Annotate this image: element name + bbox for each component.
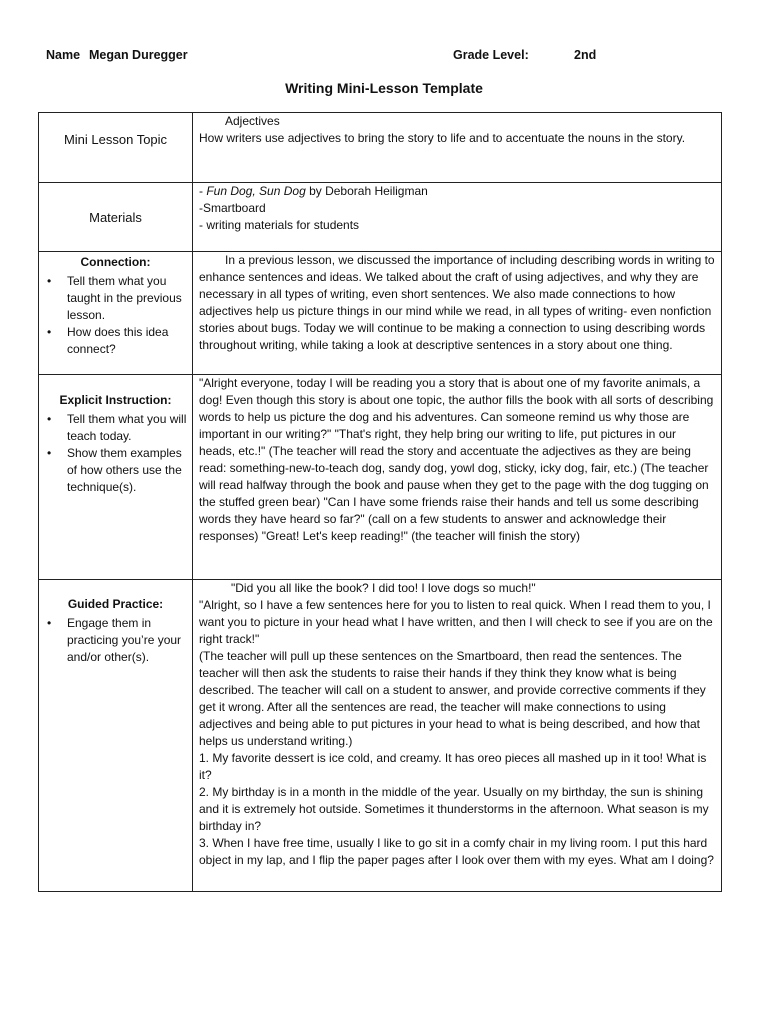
explicit-bullet: • Show them examples of how others use the technique(s).	[39, 445, 192, 496]
materials-item-smartboard: -Smartboard	[199, 201, 266, 215]
materials-label-cell	[39, 183, 193, 252]
connection-label: Connection:	[80, 255, 151, 269]
guided-paragraph: 3. When I have free time, usually I like to go sit in a comfy chair in my living room. I put this hard object in my lap, and I flip the paper pages after I look over them with my eyes. What am I doing?	[199, 836, 714, 867]
header-row	[46, 48, 728, 66]
explicit-content-cell	[193, 375, 722, 580]
row-explicit-instruction	[39, 375, 722, 580]
explicit-label-cell	[39, 375, 193, 580]
explicit-text: "Alright everyone, today I will be reading you a story that is about one of my favorite animals, a dog! Even though this story is about one topic, the author fills the book with all sorts of describing words to help us picture the dog and his adventures. Can someone remind us why those are important in our writing?" "That's right, they help bring our writing to life, put pictures in our heads, etc.!" (The teacher will read the story and accentuate the adjectives as they are being read: something-new-to-teach dog, sandy dog, yowl dog, sticky, icky dog, fair, etc.) (The teacher will read halfway through the book and pause when they get to the page with the dog tugging on the stuffed green bear) "Can I have some friends raise their hands and tell us some describing words they have heard so far?" (call on a few students to answer and acknowledge their responses) "Great! Let's keep reading!" (the teacher will finish the story)	[199, 376, 714, 543]
name-value: Megan Duregger	[89, 48, 188, 62]
guided-content-cell	[193, 580, 722, 892]
topic-content-cell	[193, 113, 722, 183]
guided-label-cell	[39, 580, 193, 892]
connection-bullet: • Tell them what you taught in the previous lesson.	[39, 273, 192, 324]
explicit-bullet: • Tell them what you will teach today.	[39, 411, 192, 445]
explicit-bullets	[39, 411, 192, 496]
materials-item-book	[199, 183, 715, 200]
name-label: Name	[46, 48, 81, 62]
topic-heading: Adjectives	[225, 114, 280, 128]
grade-level-value: 2nd	[574, 48, 597, 62]
guided-paragraph: "Alright, so I have a few sentences here for you to listen to real quick. When I read them to you, I want you to picture in your head what I have written, and then I will check to see if you are on the right track!"	[199, 598, 713, 646]
connection-text: In a previous lesson, we discussed the importance of including describing words in writing to enhance sentences and ideas. We talked about the craft of using adjectives, and why they are necessary in all types of writing, even short sentences. We also made connections to how adjectives help us picture things in our mind while we read, in all types of writing- even nonfiction stories about bugs. Today we will continue to be making a connection to using describing words throughout writing, while taking a look at descriptive sentences in a story about one thing.	[199, 253, 715, 352]
guided-paragraph: 2. My birthday is in a month in the middle of the year. Usually on my birthday, the sun is shining and it is extremely hot outside. Sometimes it thunderstorms in the afternoon. What season is my birthday in?	[199, 785, 709, 833]
topic-label: Mini Lesson Topic	[63, 132, 168, 147]
materials-label: Materials	[89, 209, 142, 225]
topic-label-cell	[39, 113, 193, 183]
materials-item-prefix: -	[199, 184, 207, 198]
explicit-label: Explicit Instruction:	[59, 393, 172, 407]
book-title: Fun Dog, Sun Dog	[206, 184, 306, 198]
row-materials	[39, 183, 722, 252]
row-topic	[39, 113, 722, 183]
connection-bullets	[39, 273, 192, 358]
guided-bullets	[39, 615, 192, 666]
connection-bullet: • How does this idea connect?	[39, 324, 192, 358]
row-guided-practice	[39, 580, 722, 892]
guided-paragraph: (The teacher will pull up these sentences on the Smartboard, then read the sentences. The teacher will then ask the students to raise their hands if they think they know what is being described. The teacher will call on a student to answer, and provide corrective comments if they get it wrong. After all the sentences are read, the teacher will make connections to using adjectives and being able to put pictures in your head to what is being described, and how that helps us understand writing.)	[199, 649, 706, 748]
materials-item-writing: - writing materials for students	[199, 218, 360, 232]
book-author: by Deborah Heiligman	[305, 184, 428, 198]
materials-content-cell	[193, 183, 722, 252]
grade-level-label: Grade Level:	[453, 48, 529, 62]
connection-label-cell	[39, 252, 193, 375]
row-connection	[39, 252, 722, 375]
topic-text: How writers use adjectives to bring the story to life and to accentuate the nouns in the story.	[199, 131, 686, 145]
guided-label: Guided Practice:	[67, 597, 164, 611]
connection-content-cell	[193, 252, 722, 375]
document-title: Writing Mini-Lesson Template	[285, 80, 483, 96]
guided-bullet: • Engage them in practicing you’re your and/or other(s).	[39, 615, 192, 666]
guided-paragraph: "Did you all like the book? I did too! I love dogs so much!"	[231, 581, 536, 595]
lesson-table	[38, 112, 722, 892]
guided-paragraph: 1. My favorite dessert is ice cold, and creamy. It has oreo pieces all mashed up in it too! What is it?	[199, 751, 707, 782]
